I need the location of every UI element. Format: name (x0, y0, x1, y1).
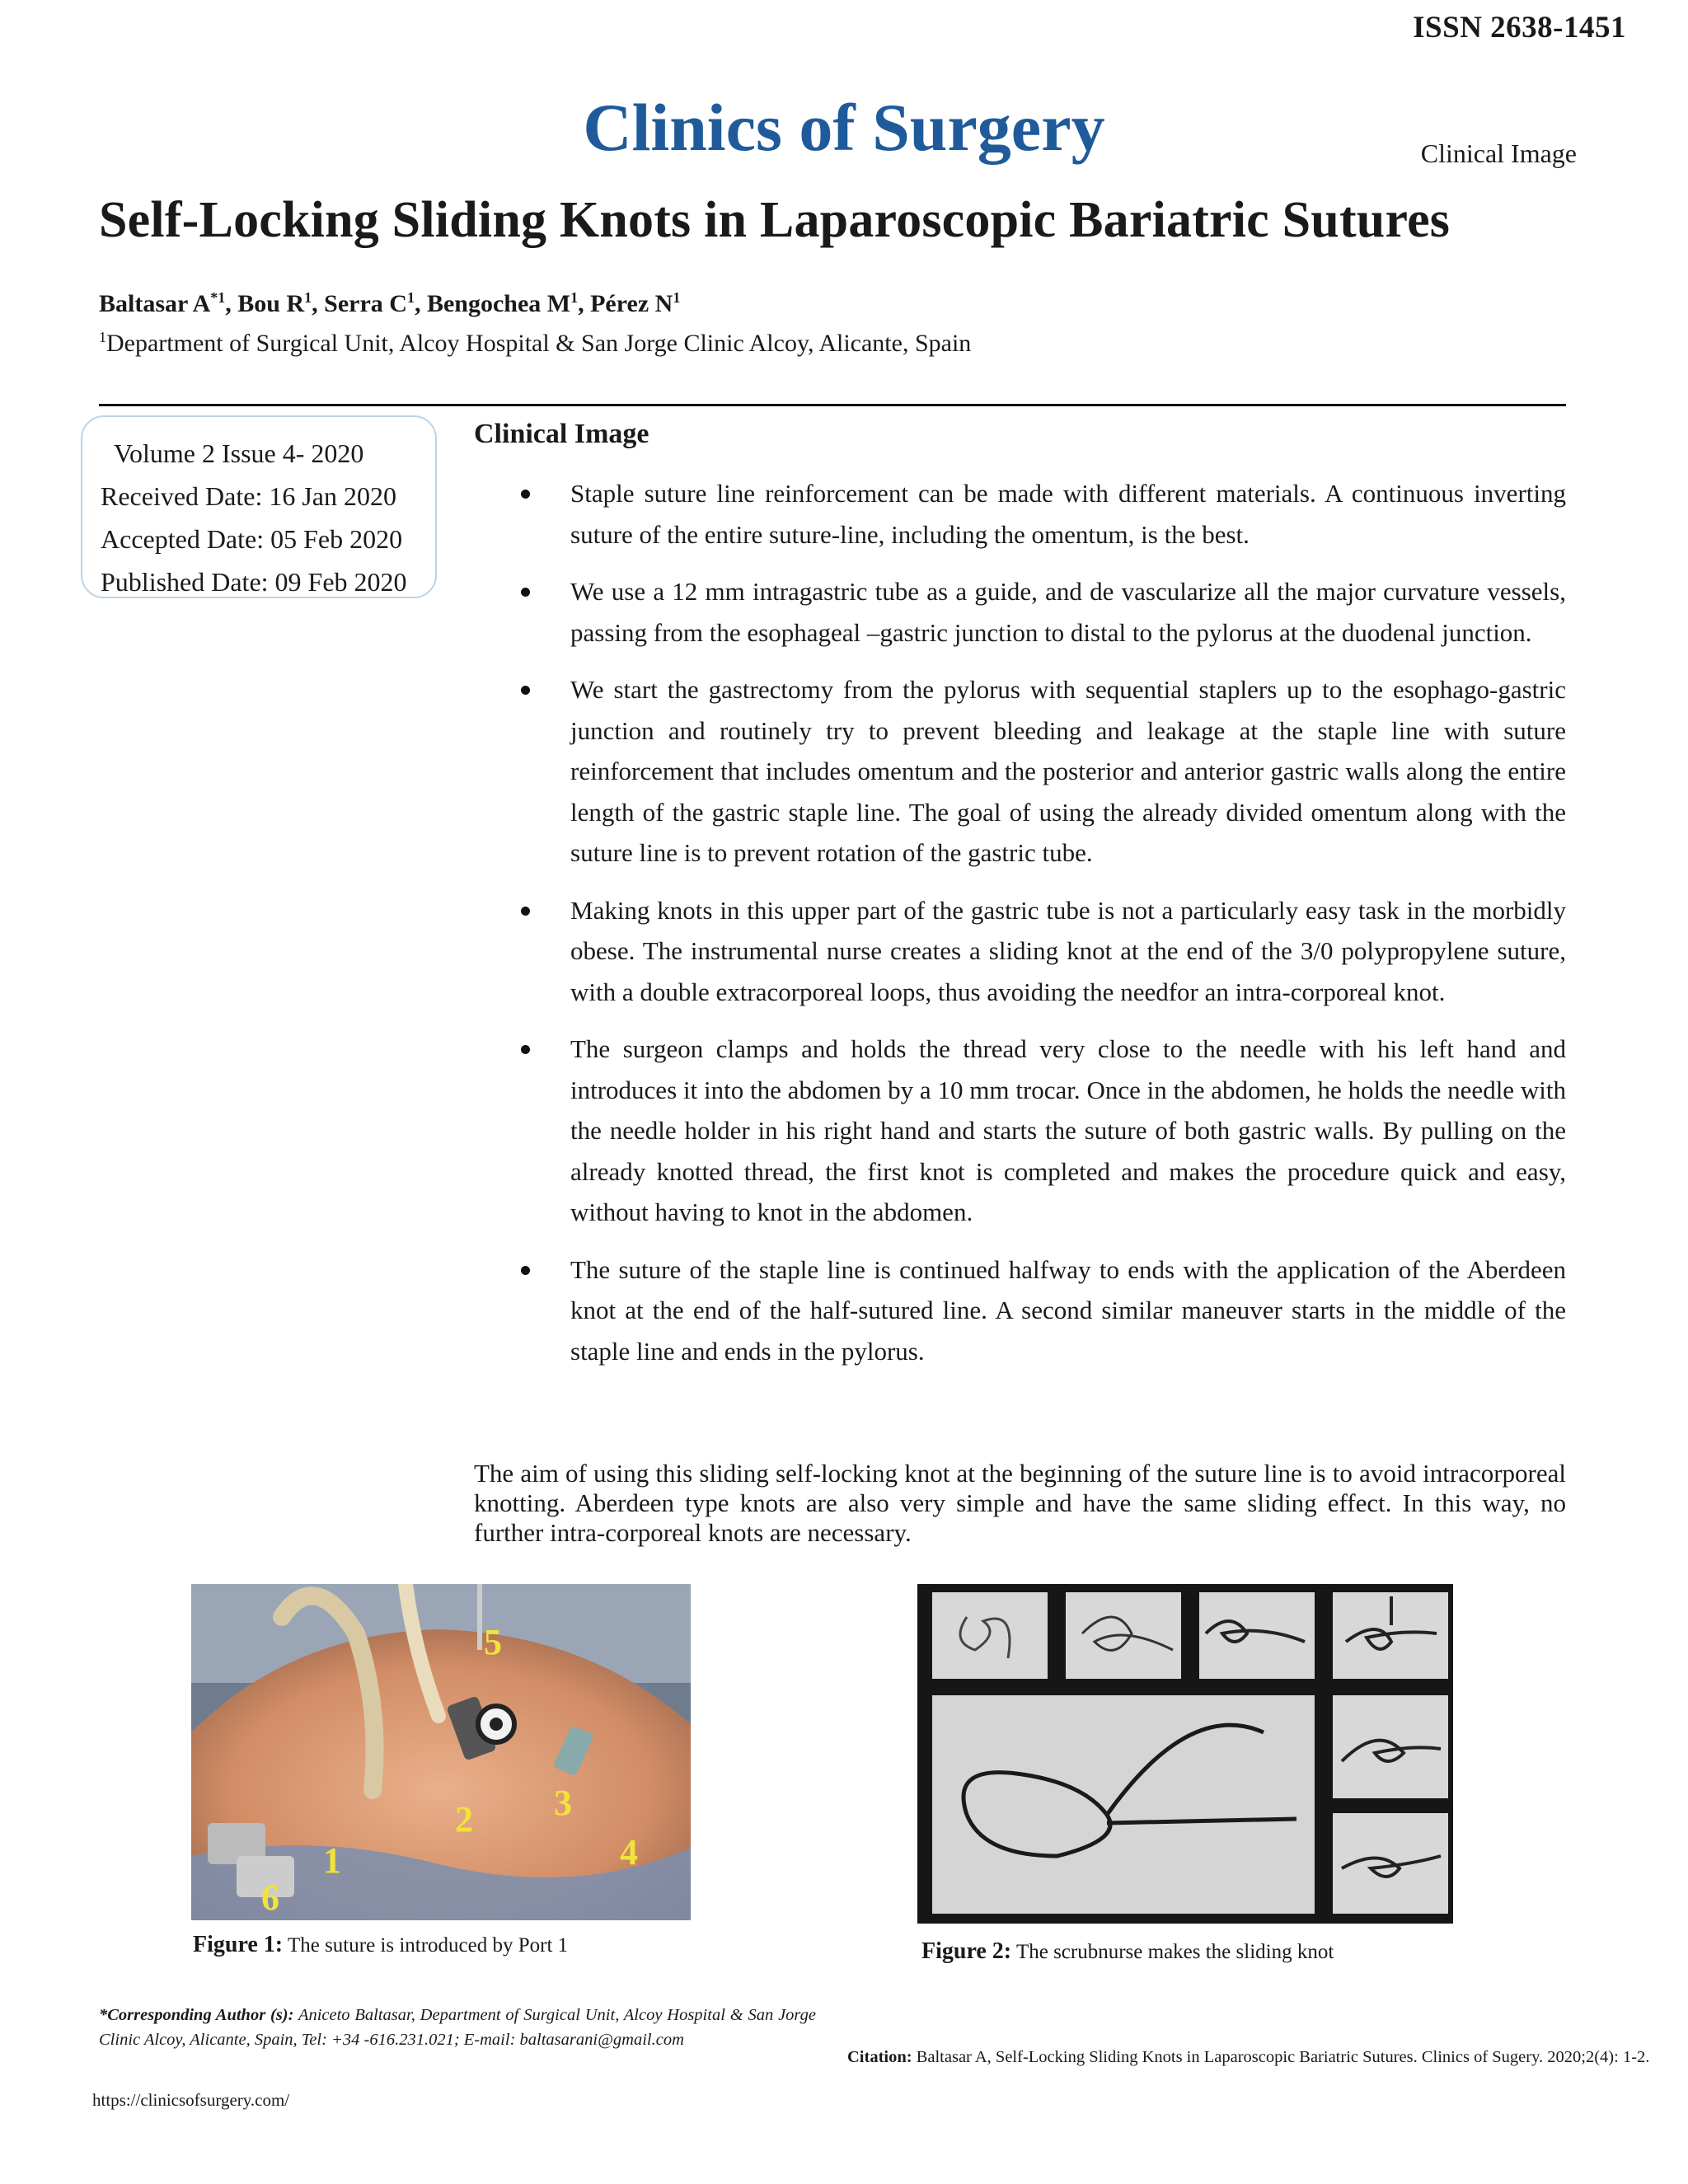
figure-1-illustration (191, 1584, 691, 1920)
citation-text: Baltasar A, Self-Locking Sliding Knots in Laparoscopic Bariatric Sutures. Clinics of Sugery. 2020;2(4): 1-2. (916, 2048, 1650, 2066)
article-info-box (81, 415, 437, 598)
port-label-5: 5 (484, 1622, 502, 1662)
bullet-item: Staple suture line reinforcement can be made with different materials. A continuous inverting suture of the entire suture-line, including the omentum, is the best. (474, 473, 1566, 555)
citation-note (847, 2047, 1663, 2068)
author-affiliation-mark: 1 (304, 289, 312, 306)
corresponding-author-text: Aniceto Baltasar, Department of Surgical Unit, Alcoy Hospital & San Jorge Clinic Alcoy, Alicante, Spain, Tel: +34 -616.231.021; E-mail: baltasarani@gmail.com (99, 2006, 816, 2049)
author-name: Pérez N (590, 290, 673, 317)
figure-2-image (917, 1584, 1453, 1924)
figure-1-label: Figure 1: (193, 1932, 284, 1957)
journal-url[interactable]: https://clinicsofsurgery.com/ (92, 2090, 290, 2110)
figure-2-illustration (917, 1584, 1453, 1924)
author-name: Baltasar A (99, 290, 211, 317)
affiliation (99, 330, 971, 358)
bullet-item: The surgeon clamps and holds the thread very close to the needle with his left hand and introduces it into the abdomen by a 10 mm trocar. Once in the abdomen, he holds the needle with the needle holder in his right hand and starts the suture of both gastric walls. By pulling on the already knotted thread, the first knot is completed and makes the procedure quick and easy, without having to knot in the abdomen. (474, 1029, 1566, 1233)
bullet-item: We start the gastrectomy from the pylorus with sequential staplers up to the esophago-gastric junction and routinely try to prevent bleeding and leakage at the staple line with suture reinforcement that includes omentum and the posterior and anterior gastric walls along the entire length of the gastric staple line. The goal of using the already divided omentum along with the suture line is to prevent rotation of the gastric tube. (474, 669, 1566, 874)
figure-1-image (191, 1584, 691, 1920)
figure-2-caption-text: The scrubnurse makes the sliding knot (1015, 1941, 1334, 1963)
accepted-date: Accepted Date: 05 Feb 2020 (101, 524, 403, 554)
article-title: Self-Locking Sliding Knots in Laparoscopic Bariatric Sutures (99, 192, 1451, 248)
author-affiliation-mark: 1 (570, 289, 579, 306)
corresponding-author-note (99, 2003, 816, 2052)
figure-2-caption (921, 1938, 1334, 1965)
bullet-item: The suture of the staple line is continued halfway to ends with the application of the Aberdeen knot at the end of the half-sutured line. A second similar maneuver starts in the middle of the staple line and ends in the pylorus. (474, 1249, 1566, 1372)
bullet-item: Making knots in this upper part of the gastric tube is not a particularly easy task in the morbidly obese. The instrumental nurse creates a sliding knot at the end of the 3/0 polypropylene suture, with a double extracorporeal loops, thus avoiding the needfor an intra-corporeal knot. (474, 890, 1566, 1013)
port-label-6: 6 (261, 1877, 279, 1918)
author-name: Bou R (237, 290, 305, 317)
author-affiliation-mark: 1 (673, 289, 681, 306)
author-name: Bengochea M (426, 290, 571, 317)
citation-label: Citation: (847, 2048, 912, 2066)
figure-1-caption-text: The suture is introduced by Port 1 (287, 1934, 569, 1957)
port-label-4: 4 (620, 1832, 638, 1872)
bullet-list (474, 473, 1566, 1388)
header-divider (99, 404, 1566, 406)
corresponding-author-label: *Corresponding Author (s): (99, 2006, 294, 2024)
author-affiliation-mark: 1 (406, 289, 415, 306)
author-list: Baltasar $A^{*1}$, Bou $R^1$, Serra $C^1$, Bengochea $M^1$, Pérez $N^1$ (99, 289, 681, 317)
article-type: Clinical Image (1420, 138, 1577, 168)
received-date: Received Date: 16 Jan 2020 (101, 481, 396, 511)
affiliation-mark: 1 (99, 329, 106, 345)
published-date: Published Date: 09 Feb 2020 (101, 567, 407, 597)
port-label-3: 3 (554, 1783, 572, 1823)
port-label-2: 2 (455, 1799, 473, 1840)
volume-issue: Volume 2 Issue 4- 2020 (114, 438, 364, 468)
section-heading: Clinical Image (474, 419, 649, 449)
summary-paragraph: The aim of using this sliding self-locking knot at the beginning of the suture line is to avoid intracorporeal knotting. Aberdeen type knots are also very simple and have the same sliding effect. In this way, no further intra-corporeal knots are necessary. (474, 1459, 1566, 1547)
journal-title: Clinics of Surgery (583, 90, 1105, 165)
figure-1-caption (193, 1932, 568, 1958)
author-name: Serra C (324, 290, 407, 317)
port-label-1: 1 (323, 1840, 341, 1881)
author-affiliation-mark: *1 (210, 289, 226, 306)
bullet-item: We use a 12 mm intragastric tube as a guide, and de vascularize all the major curvature vessels, passing from the esophageal –gastric junction to distal to the pylorus at the duodenal junction. (474, 571, 1566, 653)
issn: ISSN 2638-1451 (1413, 11, 1626, 45)
figure-2-label: Figure 2: (921, 1938, 1012, 1964)
affiliation-text: Department of Surgical Unit, Alcoy Hospital & San Jorge Clinic Alcoy, Alicante, Spain (106, 330, 972, 357)
